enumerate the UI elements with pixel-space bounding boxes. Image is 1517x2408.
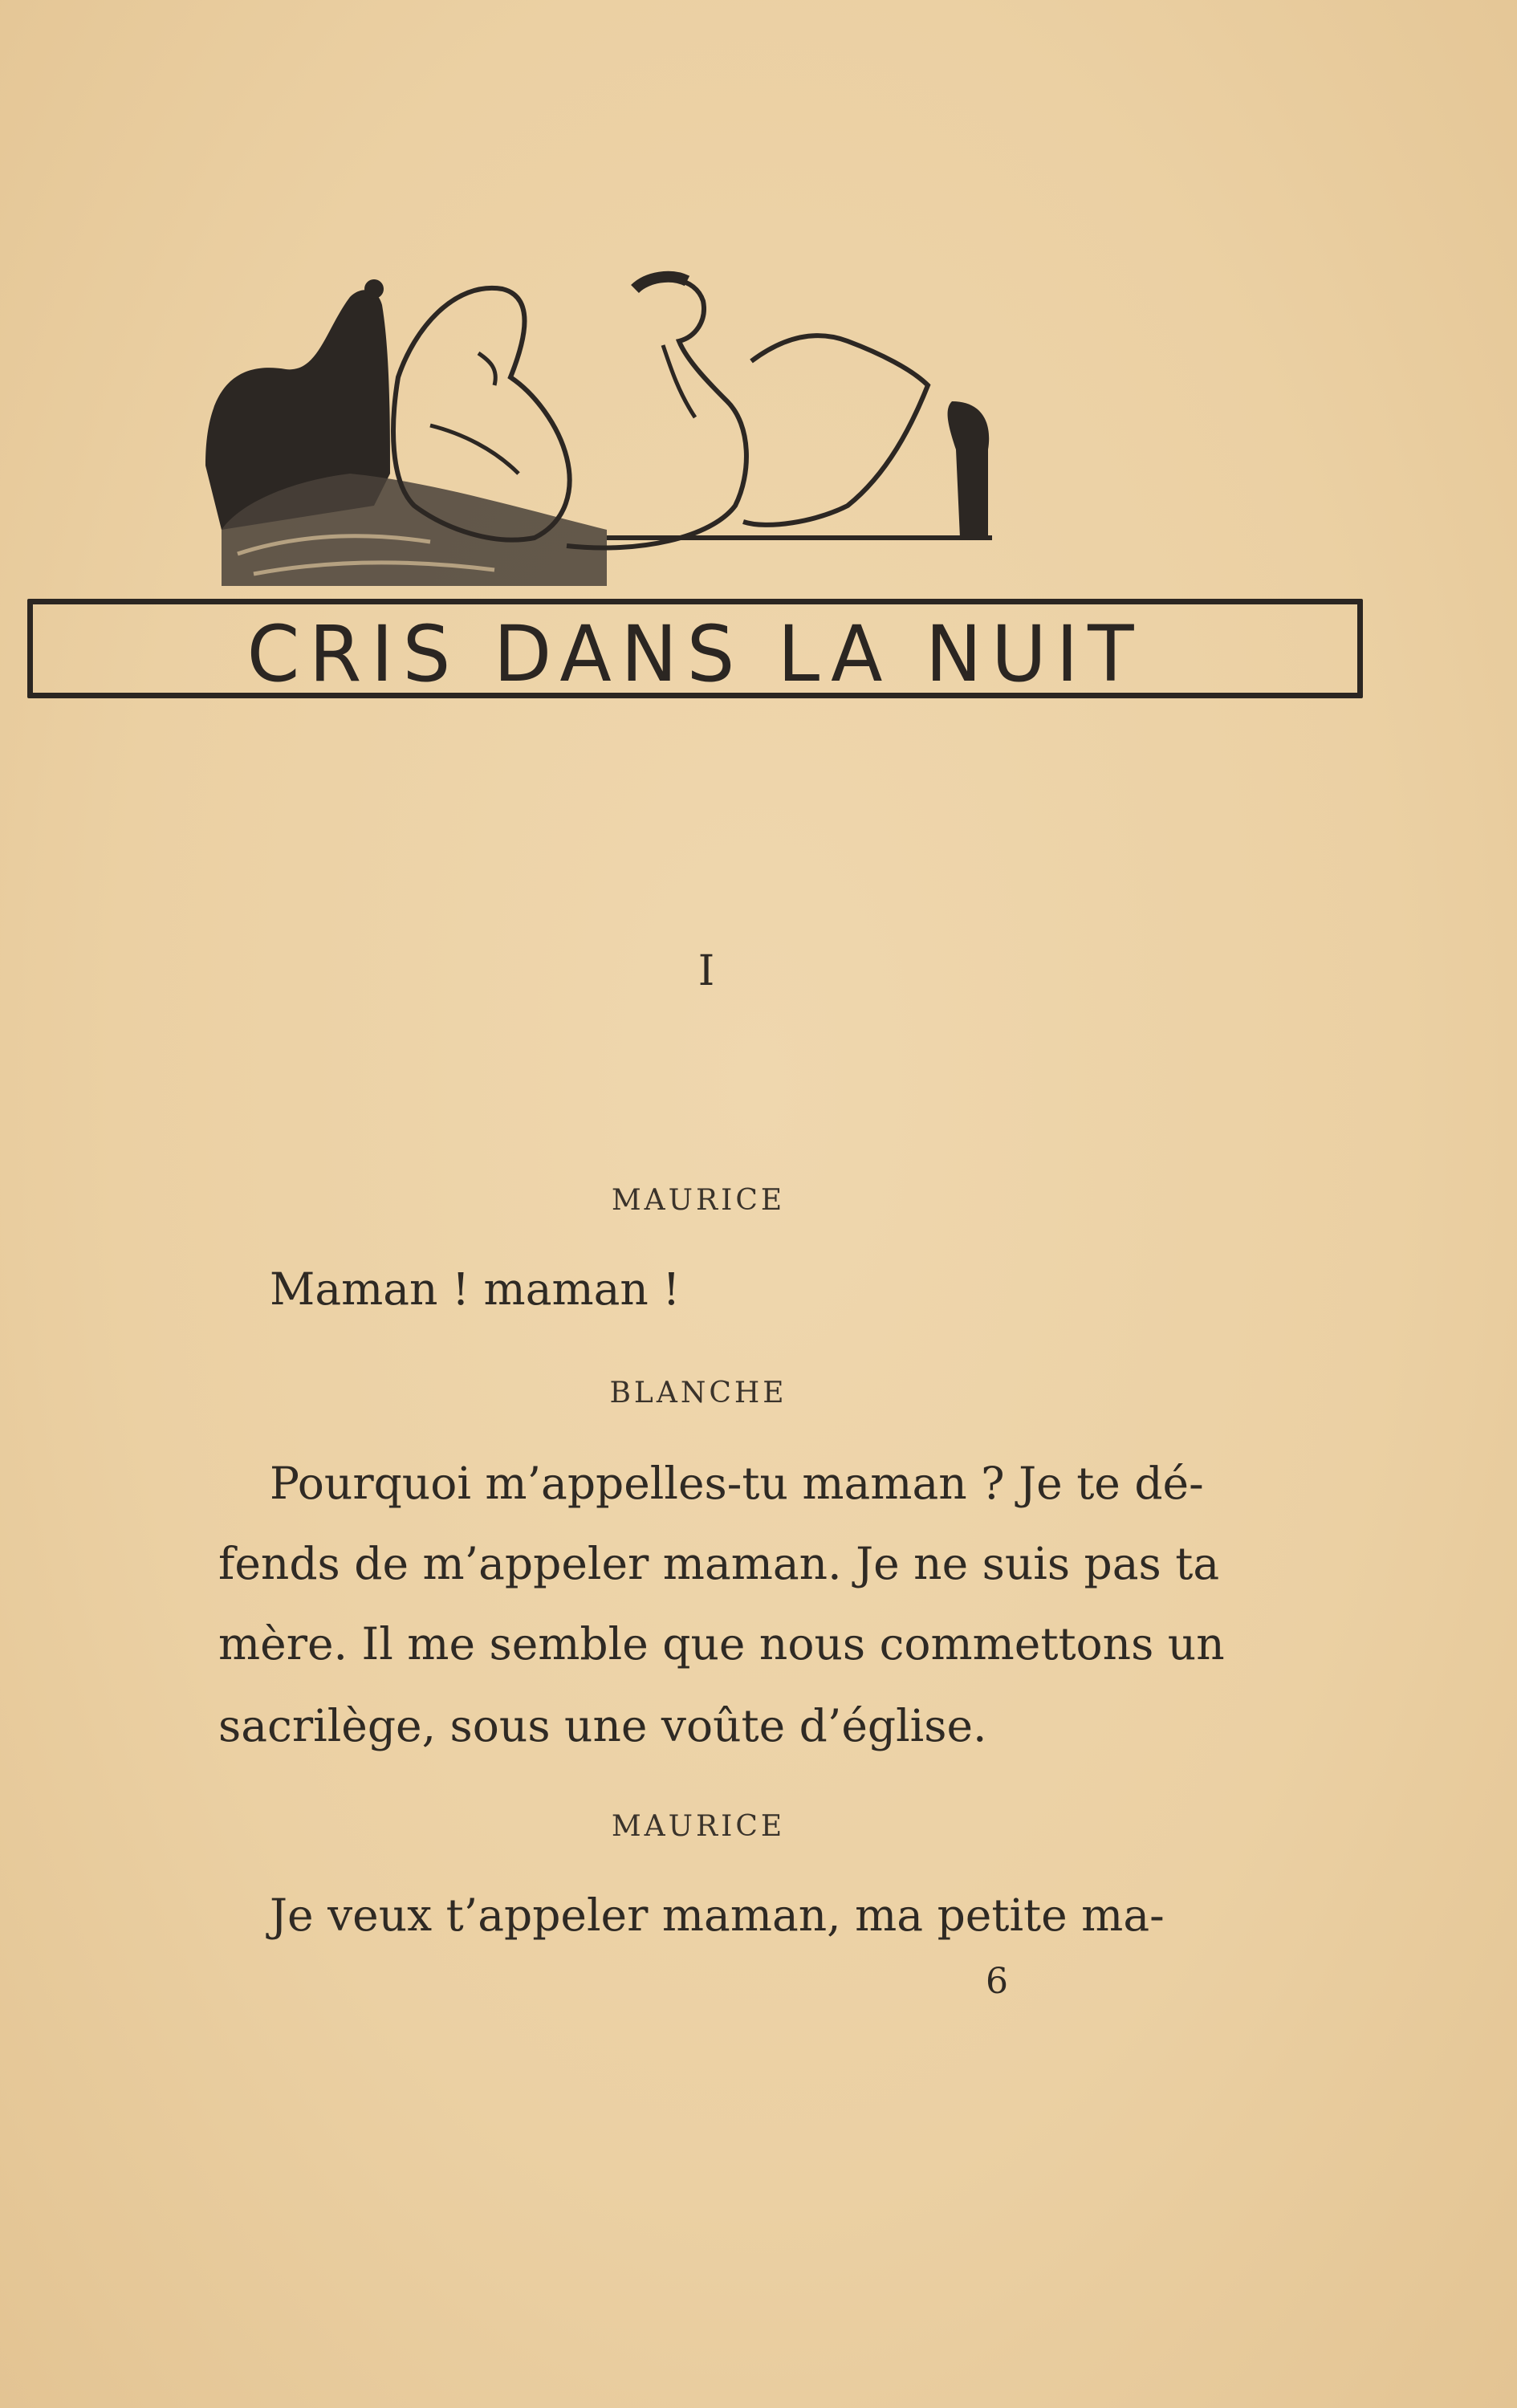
dialogue-line: Je veux t’appeler maman, ma petite ma- <box>270 1889 1165 1941</box>
section-number: I <box>697 947 715 995</box>
dialogue-line: fends de m’appeler maman. Je ne suis pas ta <box>218 1538 1220 1589</box>
two-figures-on-bed-illustration <box>189 265 1153 602</box>
dialogue-line: Pourquoi m’appelles-tu maman ? Je te dé- <box>270 1458 1204 1509</box>
dialogue-line: Maman ! maman ! <box>270 1263 681 1315</box>
dialogue-line: mère. Il me semble que nous commettons un <box>218 1618 1225 1670</box>
speaker-name: MAURICE <box>611 1810 786 1843</box>
speaker-name: MAURICE <box>611 1184 786 1217</box>
page-number: 6 <box>986 1961 1008 2002</box>
title-frame <box>27 599 1363 698</box>
speaker-name: BLANCHE <box>609 1377 787 1409</box>
page-title: CRIS DANS LA NUIT <box>246 609 1144 699</box>
dialogue-line: sacrilège, sous une voûte d’église. <box>218 1700 987 1751</box>
